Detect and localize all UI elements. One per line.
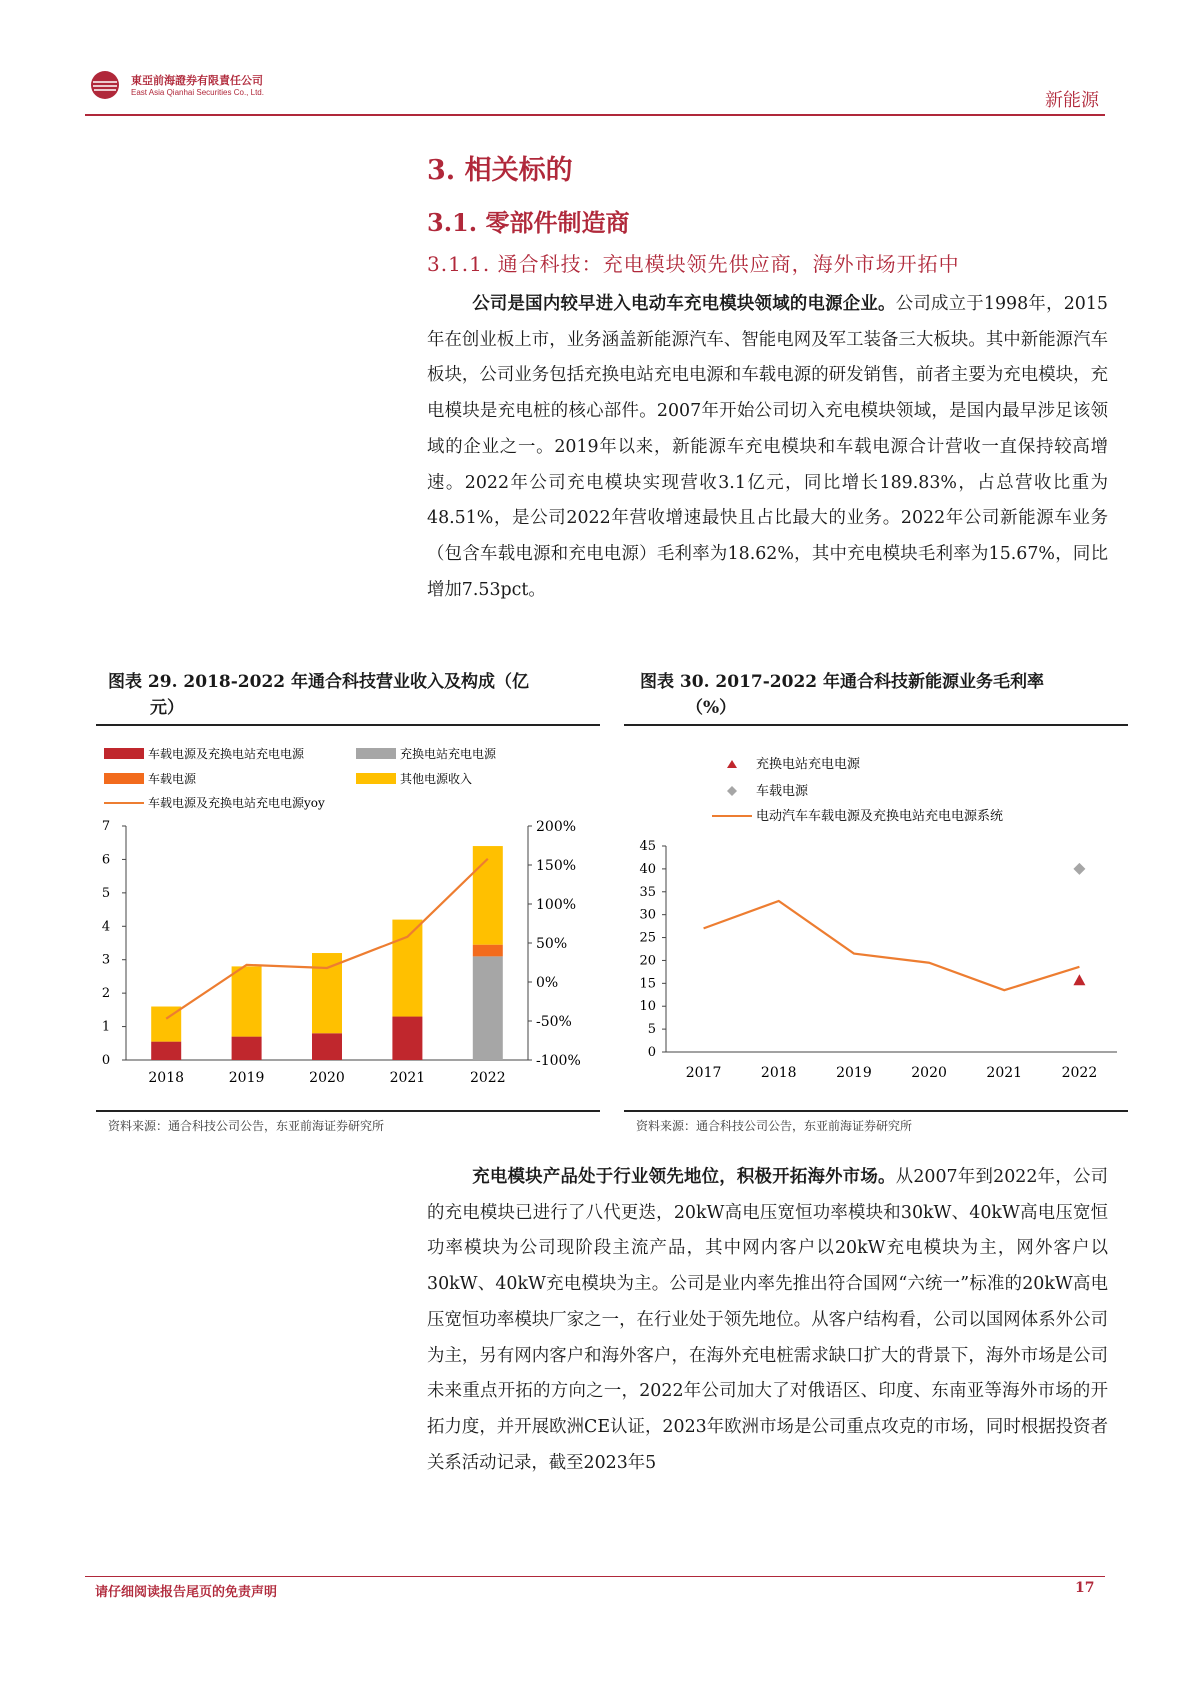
y-tick-label: 0 bbox=[647, 1045, 656, 1060]
figure-30-chart bbox=[624, 728, 1128, 1108]
legend-label-onboard: 车载电源 bbox=[756, 784, 809, 799]
legend-label-system: 电动汽车车载电源及充换电站充电电源系统 bbox=[756, 809, 1004, 824]
y-tick-label: 4 bbox=[101, 919, 111, 935]
figure-30-bottom-rule bbox=[624, 1110, 1128, 1112]
x-tick-label: 2020 bbox=[911, 1065, 947, 1081]
y-tick-label: 7 bbox=[101, 819, 111, 834]
legend-label-onboard: 车载电源 bbox=[148, 772, 197, 786]
y-tick-label: 35 bbox=[639, 884, 656, 900]
x-tick-label: 2017 bbox=[685, 1065, 722, 1081]
x-tick-label: 2019 bbox=[836, 1065, 872, 1081]
bar-other bbox=[473, 846, 503, 945]
y2-tick-label: 0% bbox=[536, 975, 559, 991]
footer-disclaimer: 请仔细阅读报告尾页的免责声明 bbox=[95, 1585, 278, 1600]
company-logo-icon bbox=[90, 70, 120, 100]
legend-marker-onboard bbox=[727, 786, 737, 796]
figure-30-title bbox=[640, 669, 1120, 721]
page-number: 17 bbox=[1075, 1580, 1095, 1596]
paragraph-1 bbox=[427, 287, 1108, 608]
bar-other bbox=[392, 920, 422, 1017]
y-tick-label: 25 bbox=[639, 930, 656, 946]
bar-onboard-and-station bbox=[312, 1033, 342, 1060]
paragraph-2-body: 从2007年到2022年，公司的充电模块已进行了八代更迭，20kW高电压宽恒功率模块和30kW、40kW高电压宽恒功率模块为公司现阶段主流产品，其中网内客户以20kW充电模块为主，网外客户以30kW、40kW充电模块为主。公司是业内率先推出符合国网“六统一”标准的20kW高电压宽恒功率模块厂家之一，在行业处于领先地位。从客户结构看，公司以国网体系外公司为主，另有网内客户和海外客户，在海外充电桩需求缺口扩大的背景下，海外市场是公司未来重点开拓的方向之一，2022年公司加大了对俄语区、印度、东南亚等海外市场的开拓力度，并开展欧洲CE认证，2023年欧洲市场是公司重点攻克的市场，同时根据投资者关系活动记录，截至2023年5 bbox=[427, 1167, 1108, 1473]
legend-swatch-station bbox=[356, 748, 396, 759]
company-name-cn: 東亞前海證券有限責任公司 bbox=[131, 74, 263, 87]
legend-marker-station bbox=[727, 760, 737, 768]
x-tick-label: 2021 bbox=[389, 1070, 426, 1086]
y-tick-label: 45 bbox=[639, 839, 656, 854]
x-tick-label: 2020 bbox=[309, 1070, 345, 1086]
figure-29-bottom-rule bbox=[96, 1110, 600, 1112]
y2-tick-label: 100% bbox=[536, 897, 577, 913]
y-tick-label: 15 bbox=[639, 976, 656, 992]
company-name-en: East Asia Qianhai Securities Co., Ltd. bbox=[131, 88, 264, 97]
legend-label-other: 其他电源收入 bbox=[400, 772, 473, 786]
figure-30-title-line1: 图表 30. 2017-2022 年通合科技新能源业务毛利率 bbox=[640, 672, 1045, 692]
x-tick-label: 2022 bbox=[469, 1070, 506, 1086]
paragraph-1-lead: 公司是国内较早进入电动车充电模块领域的电源企业。 bbox=[472, 294, 896, 314]
bar-onboard-and-station bbox=[392, 1017, 422, 1060]
point-station bbox=[1073, 974, 1085, 985]
figure-29-title-line1: 图表 29. 2018-2022 年通合科技营业收入及构成（亿 bbox=[108, 672, 530, 692]
y-tick-label: 2 bbox=[101, 986, 111, 1002]
page-header bbox=[85, 64, 1105, 116]
figure-30-source: 资料来源：通合科技公司公告，东亚前海证券研究所 bbox=[636, 1119, 913, 1133]
x-tick-label: 2018 bbox=[760, 1065, 797, 1081]
legend-swatch-onboard-and-station bbox=[104, 748, 144, 759]
point-onboard bbox=[1073, 863, 1085, 875]
figure-29-title-line2: 元） bbox=[150, 698, 184, 718]
heading-2: 3.1. 零部件制造商 bbox=[427, 208, 630, 237]
figure-29-top-rule bbox=[96, 724, 600, 726]
bar-onboard-and-station bbox=[151, 1042, 181, 1060]
y2-tick-label: -100% bbox=[536, 1053, 581, 1069]
bar-onboard-and-station bbox=[232, 1037, 262, 1060]
x-tick-label: 2018 bbox=[148, 1070, 185, 1086]
y2-tick-label: 200% bbox=[536, 819, 577, 835]
legend-label-onboard-and-station: 车载电源及充换电站充电电源 bbox=[148, 747, 305, 761]
y-tick-label: 3 bbox=[101, 952, 111, 968]
heading-1: 3. 相关标的 bbox=[427, 155, 573, 186]
y2-tick-label: -50% bbox=[536, 1014, 572, 1030]
x-tick-label: 2022 bbox=[1061, 1065, 1098, 1081]
figure-29-title bbox=[108, 669, 608, 721]
legend-label-yoy: 车载电源及充换电站充电电源yoy bbox=[148, 796, 325, 810]
y-tick-label: 6 bbox=[101, 852, 111, 868]
y-tick-label: 5 bbox=[101, 885, 111, 901]
figure-30-title-line2: （%） bbox=[686, 698, 737, 718]
legend-label-station: 充换电站充电电源 bbox=[400, 747, 497, 761]
figure-29-source: 资料来源：通合科技公司公告，东亚前海证券研究所 bbox=[108, 1119, 385, 1133]
paragraph-2-lead: 充电模块产品处于行业领先地位，积极开拓海外市场。 bbox=[472, 1167, 896, 1187]
legend-swatch-onboard bbox=[104, 773, 144, 784]
bar-station bbox=[473, 956, 503, 1060]
y-tick-label: 0 bbox=[101, 1053, 111, 1068]
y-tick-label: 5 bbox=[647, 1022, 656, 1038]
section-tag: 新能源 bbox=[1045, 90, 1099, 111]
legend-label-station: 充换电站充电电源 bbox=[756, 757, 861, 772]
figure-30-top-rule bbox=[624, 724, 1128, 726]
paragraph-1-body: 公司成立于1998年，2015年在创业板上市，业务涵盖新能源汽车、智能电网及军工装备三大板块。其中新能源汽车板块，公司业务包括充换电站充电电源和车载电源的研发销售，前者主要为充电模块，充电模块是充电桩的核心部件。2007年开始公司切入充电模块领域，是国内最早涉足该领域的企业之一。2019年以来，新能源车充电模块和车载电源合计营收一直保持较高增速。2022年公司充电模块实现营收3.1亿元，同比增长189.83%，占总营收比重为48.51%，是公司2022年营收增速最快且占比最大的业务。2022年公司新能源车业务（包含车载电源和充电电源）毛利率为18.62%，其中充电模块毛利率为15.67%，同比增加7.53pct。 bbox=[427, 294, 1108, 600]
y-tick-label: 40 bbox=[639, 861, 656, 877]
x-tick-label: 2021 bbox=[986, 1065, 1023, 1081]
y-tick-label: 10 bbox=[639, 999, 656, 1015]
bar-onboard bbox=[473, 945, 503, 957]
footer-rule bbox=[85, 1576, 1105, 1577]
heading-3: 3.1.1. 通合科技：充电模块领先供应商，海外市场开拓中 bbox=[427, 252, 960, 276]
y2-tick-label: 150% bbox=[536, 858, 577, 874]
legend-swatch-other bbox=[356, 773, 396, 784]
y-tick-label: 20 bbox=[639, 953, 656, 969]
y-tick-label: 1 bbox=[101, 1019, 111, 1035]
x-tick-label: 2019 bbox=[228, 1070, 265, 1086]
paragraph-2 bbox=[427, 1160, 1108, 1481]
margin-line bbox=[704, 901, 1080, 990]
y2-tick-label: 50% bbox=[536, 936, 568, 952]
figure-29-chart bbox=[96, 728, 600, 1108]
y-tick-label: 30 bbox=[639, 907, 656, 923]
bar-other bbox=[232, 966, 262, 1036]
